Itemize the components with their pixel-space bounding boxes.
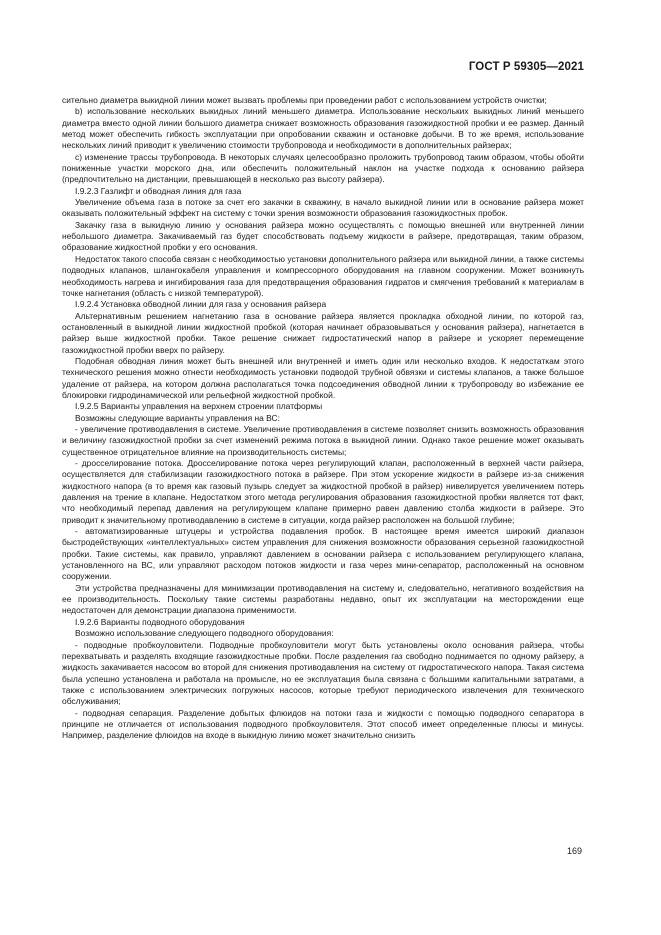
paragraph: сительно диаметра выкидной линии может вызвать проблемы при проведении работ с использованием устройств очистки; [62, 95, 547, 105]
section-heading: I.9.2.3 Газлифт и обводная линия для газа [75, 185, 242, 196]
document-code-header: ГОСТ Р 59305—2021 [468, 61, 584, 73]
paragraph: Возможны следующие варианты управления на ВС: [75, 412, 280, 423]
page-number: 169 [566, 846, 582, 856]
list-item: - подводная сепарация. Разделение добытых флюидов на потоки газа и жидкости с помощью подводного сепаратора в принципе не отличается от использования подводного пробкоуловителя. Этот способ имеет определенные плюсы и минусы. Например, разделение флюидов на входе в выкидную линию может значительно снизить [62, 707, 584, 741]
paragraph: Возможно использование следующего подводного оборудования: [75, 628, 334, 639]
section-heading: I.9.2.6 Варианты подводного оборудования [75, 616, 245, 627]
list-item: - автоматизированные штуцеры и устройства подавления пробок. В настоящее время имеется широкий диапазон быстродействующих «интеллектуальных» систем управления для снижения возможности образования серьезной газожидкостной пробки. Такие системы, как правило, управляют давлением в основании райзера с использованием регулирующего клапана, установленного на ВС, или управляют расходом потоков жидкости и газа через мини-сепаратор, расположенный на основном сооружении. [62, 526, 584, 582]
paragraph: Подобная обводная линия может быть внешней или внутренней и иметь один или несколько входов. К недостаткам этого технического решения можно отнести необходимость установки подводой трубной обвязки и системы клапанов, а также большое удаление от райзера, на котором должна располагаться точка подсоединения обводной линии к трубопроводу во избежание ее блокировки гидродинамической или рельефной жидкостной пробкой. [62, 355, 584, 400]
paragraph: Закачку газа в выкидную линию у основания райзера можно осуществлять с помощью внешней или внутренней линии небольшого диаметра. Закачиваемый газ будет способствовать подъему жидкости в райзере, предотвращая, таким образом, образование жидкостной пробки у его основания. [62, 219, 584, 253]
paragraph: c) изменение трассы трубопровода. В некоторых случаях целесообразно проложить трубопровод таким образом, чтобы обойти пониженные участки морского дна, или обеспечить положительный наклон на участке подхода к основанию райзера (предпочтительно на дистанции, превышающей в несколько раз высоту райзера). [62, 151, 584, 185]
paragraph: Эти устройства предназначены для минимизации противодавления на систему и, следовательно, негативного воздействия на ее производительность. Поскольку такие системы разработаны недавно, опыт их эксплуатации на месторождении еще недостаточен для демонстрации диапазона применимости. [62, 582, 584, 616]
paragraph: Увеличение объема газа в потоке за счет его закачки в скважину, в начало выкидной линии или в основание райзера может оказывать положительный эффект на систему с точки зрения возможности образования газожидкостных пробок. [62, 197, 584, 219]
list-item: - дросселирование потока. Дросселирование потока через регулирующий клапан, расположенный в верхней части райзера, осуществляется для стабилизации газожидкостного потока в райзере. При этом ускорение жидкости в райзере из-за снижения жидкостного напора (в то время как газовый пузырь следует за жидкостной пробкой в райзер) нивелируется увеличением потерь давления на трение в клапане. Недостатком этого метода регулирования образования газожидкостной пробки является тот факт, что необходимый перепад давления на регулирующем клапане примерно равен давлению столба жидкости в райзере. Это приводит к значительному противодавлению в системе в ситуации, когда райзер расположен на большой глубине; [62, 458, 584, 525]
paragraph: b) использование нескольких выкидных линий меньшего диаметра. Использование нескольких выкидных линий меньшего диаметра вместо одной линии большого диаметра снижает возможность образования газожидкостной пробки и ее размер. Данный метод может обеспечить гибкость эксплуатации при опробовании скважин и остановке добычи. В то же время, использование нескольких линий приводит к увеличению стоимости трубопровода и необходимости в дополнительных райзерах; [62, 106, 584, 151]
paragraph: Альтернативным решением нагнетанию газа в основание райзера является прокладка обходной линии, по которой газ, остановленный в выкидной линии жидкостной пробкой (которая начинает образовываться у основания райзера), нагнетается в райзер выше жидкостной пробки. Такое решение снижает гидростатический напор в райзере и ускоряет перемещение газожидкостной пробки вверх по райзеру. [62, 310, 584, 355]
section-heading: I.9.2.5 Варианты управления на верхнем строении платформы [75, 401, 323, 412]
section-heading: I.9.2.4 Установка обводной линии для газа у основания райзера [75, 299, 327, 310]
list-item: - увеличение противодавления в системе. Увеличение противодавления в системе позволяет снизить возможность образования и величину газожидкостной пробки за счет изменений режима потока в выкидной линии. Однако такое решение может оказывать существенное отрицательное влияние на производительность системы; [62, 423, 584, 457]
paragraph: Недостаток такого способа связан с необходимостью установки дополнительного райзера или выкидной линии, а также системы подводных клапанов, шлангокабеля управления и компрессорного оборудования на главном сооружении. Может возникнуть необходимость нагрева и ингибирования газа для предотвращения образования гидратов и смягчения требований к материалам в точке нагнетания (область с низкой температурой). [62, 253, 584, 298]
list-item: - подводные пробкоуловители. Подводные пробкоуловители могут быть установлены около основания райзера, чтобы перехватывать и разделять входящие газожидкостные пробки. После разделения газ свободно поднимается по одному райзеру, а жидкость закачивается насосом во второй для снижения противодавления на систему от гидростатического напора. Такая система была успешно установлена и работала на промысле, но ее эксплуатация была связана с большими капитальными затратами, а также с использованием электрических погружных насосов, которые требуют периодического извлечения для технического обслуживания; [62, 639, 584, 707]
body-text [62, 95, 584, 742]
